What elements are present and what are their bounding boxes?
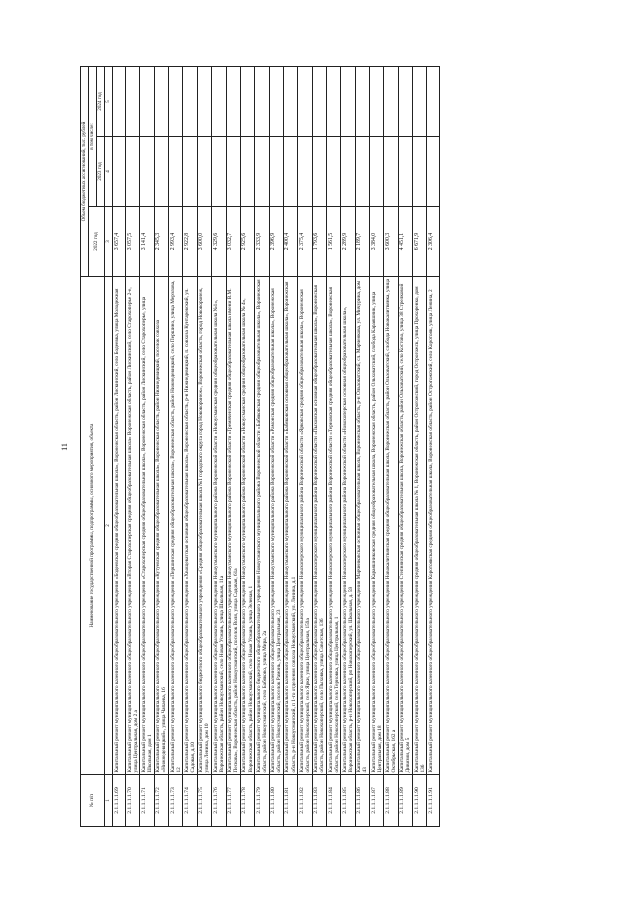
table-row	[197, 67, 211, 827]
table-row	[312, 67, 326, 827]
value-2024	[412, 67, 426, 137]
row-name: Капитальный ремонт муниципального казенного общеобразовательного учреждения Коротоякская средняя общеобразовательная школа, Воронежская область, район Острогожский, село Коротояк, улица Ленина, 2	[427, 277, 440, 775]
row-name: Капитальный ремонт муниципального казенного общеобразовательного учреждения Степнянская средняя общеобразовательная школа, Воронежская область, район Ольховатский, село Костово, улица 38 Стрелковой Дивизии, дом 5	[398, 277, 412, 775]
value-2022: 3 657,4	[113, 207, 126, 277]
table-row	[269, 67, 283, 827]
value-2024	[255, 67, 269, 137]
header-budget: Объем бюджетных ассигнований, тыс. рублей	[81, 67, 89, 277]
table-row	[369, 67, 383, 827]
table-body	[113, 67, 440, 827]
value-2022: 2 333,9	[255, 207, 269, 277]
value-2023	[312, 137, 326, 207]
value-2023	[255, 137, 269, 207]
value-2022: 6 671,9	[412, 207, 426, 277]
row-code: 2.1.1.1.1.82	[298, 775, 312, 827]
value-2022: 2 189,7	[355, 207, 369, 277]
value-2022: 2 993,4	[169, 207, 183, 277]
row-name: Капитальный ремонт муниципального казенного общеобразовательного учреждения «Хвощеватская основная общеобразовательная школа», Воронежская область, р-н Нижнедевицкий, п. совхоза Кунтаревский, ул. Садовая, д.10	[183, 277, 197, 775]
column-number: 2	[105, 277, 113, 775]
row-code: 2.1.1.1.1.80	[269, 775, 283, 827]
value-2023	[154, 137, 168, 207]
value-2024	[240, 67, 254, 137]
row-code: 2.1.1.1.1.75	[197, 775, 211, 827]
row-code: 2.1.1.1.1.90	[412, 775, 426, 827]
table-row	[355, 67, 369, 827]
row-name: Капитальный ремонт муниципального казенного общеобразовательного учреждения Новокалитвянская средняя общеобразовательная школа, Воронежская область, район Ольховатский, слобода Новокалитвянка, улица Октябрьская, 162 а	[384, 277, 398, 775]
table-row	[212, 67, 226, 827]
row-code: 2.1.1.1.1.73	[169, 775, 183, 827]
value-2022: 2 400,4	[283, 207, 297, 277]
value-2022: 2 925,6	[240, 207, 254, 277]
value-2022: 3 057,5	[126, 207, 140, 277]
column-number: 3	[105, 207, 113, 277]
value-2023	[369, 137, 383, 207]
value-2022: 3 600,3	[384, 207, 398, 277]
table-row	[326, 67, 340, 827]
value-2022: 3 141,4	[140, 207, 154, 277]
row-code: 2.1.1.1.1.79	[255, 775, 269, 827]
value-2024	[427, 67, 440, 137]
value-2024	[283, 67, 297, 137]
value-2024	[298, 67, 312, 137]
value-2022: 4 329,6	[212, 207, 226, 277]
value-2023	[283, 137, 297, 207]
value-2023	[226, 137, 240, 207]
header-year-2023: 2023 год	[97, 137, 105, 207]
row-code: 2.1.1.1.1.70	[126, 775, 140, 827]
value-2024	[369, 67, 383, 137]
value-2022: 2 375,4	[298, 207, 312, 277]
row-name: Капитальный ремонт муниципального казенного общеобразовательного учреждения «Вторая Старохоперская средняя общеобразовательная школа» Воронежская область, район Лискинский, село Старохоперье 2-е, улица Центральная, дом 2 а	[126, 277, 140, 775]
row-name: Капитальный ремонт муниципального казенного общеобразовательного учреждения Новоусманского муниципального района Воронежской области «Гремяченская средняя общеобразовательная школа имени В.М. Пескова», Воронежская область, район Новоусманский, поселок Воля, улица Садовая, 61а	[226, 277, 240, 775]
table-row	[398, 67, 412, 827]
table-row	[126, 67, 140, 827]
column-number: 1	[105, 775, 113, 827]
value-2023	[398, 137, 412, 207]
value-2024	[212, 67, 226, 137]
value-2024	[197, 67, 211, 137]
row-name: Капитальный ремонт муниципального казенного общеобразовательного учреждения Марченковская основная общеобразовательная школа, Воронежская область, р-н Ольховатский, сл. Марченкова, ул. Мичурина, дом 43	[355, 277, 369, 775]
value-2023	[269, 137, 283, 207]
value-2023	[384, 137, 398, 207]
row-code: 2.1.1.1.1.89	[398, 775, 412, 827]
value-2022: 4 451,1	[398, 207, 412, 277]
table-row	[240, 67, 254, 827]
value-2022: 1 561,5	[326, 207, 340, 277]
value-2024	[154, 67, 168, 137]
row-name: Капитальный ремонт муниципального казенного общеобразовательного учреждения средняя общеобразовательная школа № 1, Воронежская область, район Острогожский, город Острогожск, улица Прохоренко, дом 136	[412, 277, 426, 775]
value-2024	[126, 67, 140, 137]
value-2022: 2 306,4	[427, 207, 440, 277]
value-2022: 3 600,0	[197, 207, 211, 277]
value-2022: 2 396,9	[269, 207, 283, 277]
row-code: 2.1.1.1.1.78	[240, 775, 254, 827]
value-2023	[183, 137, 197, 207]
table-row	[113, 67, 126, 827]
row-name: Капитальный ремонт муниципального казенного общеобразовательного учреждения «Кутуевская средняя общеобразовательная школа», Воронежская область, район Нижнедевицкий, поселок совхоза «Нижнедевицкий», улица Чапаева, 16	[154, 277, 168, 775]
value-2023	[197, 137, 211, 207]
value-2024	[312, 67, 326, 137]
value-2023	[126, 137, 140, 207]
row-name: Капитальный ремонт муниципального казенного общеобразовательного учреждения Новохоперского муниципального района Воронежской области «Ярковская средняя общеобразовательная школа», Воронежская область, район Новохоперский, село Ярки, улица Центральная, 159а	[298, 277, 312, 775]
value-2022: 3 032,7	[226, 207, 240, 277]
row-code: 2.1.1.1.1.85	[341, 775, 355, 827]
value-2023	[341, 137, 355, 207]
value-2022: 2 289,9	[341, 207, 355, 277]
row-name: Капитальный ремонт муниципального казенного общеобразовательного учреждения «Першинская средняя общеобразовательная школа», Воронежская область, район Нижнедевицкий, село Першино, улица Мерзлова, 12	[169, 277, 183, 775]
row-code: 2.1.1.1.1.71	[140, 775, 154, 827]
value-2022: 2 922,8	[183, 207, 197, 277]
value-2022: 2 345,3	[154, 207, 168, 277]
row-name: Капитальный ремонт муниципального казенного общеобразовательного учреждения Караяшниковская средняя общеобразовательная школа, Воронежская область, район Ольховатский, слобода Караяшник, улица Центральная, дом 18	[369, 277, 383, 775]
value-2024	[183, 67, 197, 137]
row-name: Капитальный ремонт муниципального бюджетного общеобразовательного учреждения «Средняя общеобразовательная школа №1 городского округа город Нововоронеж», Воронежская область, город Нововоронеж, улица Ленина, дом 10	[197, 277, 211, 775]
value-2024	[398, 67, 412, 137]
table-row	[341, 67, 355, 827]
value-2022: 3 384,0	[369, 207, 383, 277]
row-name: Капитальный ремонт муниципального казенного общеобразовательного учреждения Новоусманского муниципального района Воронежской области «Новоусманская средняя общеобразовательная школа № 4», Воронежская область, район Новоусманский, село Новая Усмань, улица Зеленая, 1	[240, 277, 254, 775]
value-2022: 1 793,6	[312, 207, 326, 277]
value-2023	[355, 137, 369, 207]
row-name: Капитальный ремонт муниципального казенного общеобразовательного учреждения «Бодеевская средняя общеобразовательная школа», Воронежская область, район Лискинский, село Бодеевка, улица Молодежная	[113, 277, 126, 775]
value-2023	[212, 137, 226, 207]
value-2023	[326, 137, 340, 207]
value-2024	[113, 67, 126, 137]
row-name: Капитальный ремонт муниципального казенного общеобразовательного учреждения Новохоперского муниципального района Воронежской области «Пыховская основная общеобразовательная школа», Воронежская область, район Новохоперский, село Пыховка, улица Советская, 136	[312, 277, 326, 775]
value-2024	[226, 67, 240, 137]
row-code: 2.1.1.1.1.84	[326, 775, 340, 827]
row-name: Капитальный ремонт муниципального бюджетного общеобразовательного учреждения Новоусманского муниципального района Воронежской области «Бабяковская средняя общеобразовательная школа», Воронежская область, район Новоусманский, село Бабяково, улица Мира, 2а	[255, 277, 269, 775]
row-code: 2.1.1.1.1.86	[355, 775, 369, 827]
table-row	[255, 67, 269, 827]
row-name: Капитальный ремонт муниципального казенного общеобразовательного учреждения Новохоперского муниципального района Воронежской области «Новохоперская основная общеобразовательная школа», Воронежская область, р-н Новохоперский, рп Новохоперский, ул. Школьная, д. 59	[341, 277, 355, 775]
header-row	[81, 67, 89, 827]
row-name: Капитальный ремонт муниципального казенного общеобразовательного учреждения Новохоперского муниципального района Воронежской области «Терновская средняя общеобразовательная школа», Воронежская область, район Новохоперский, село Терновка, улица Центральная, 1	[326, 277, 340, 775]
value-2023	[412, 137, 426, 207]
row-code: 2.1.1.1.1.91	[427, 775, 440, 827]
header-year-2024: 2024 год	[97, 67, 105, 137]
header-num: № п/п	[81, 775, 105, 827]
row-code: 2.1.1.1.1.76	[212, 775, 226, 827]
table-row	[283, 67, 297, 827]
row-code: 2.1.1.1.1.87	[369, 775, 383, 827]
table-row	[427, 67, 440, 827]
header-name: Наименование государственной программы, подпрограммы, основного мероприятия, объекта	[81, 277, 105, 775]
table-row	[226, 67, 240, 827]
page-number: 11	[60, 443, 69, 451]
value-2023	[140, 137, 154, 207]
value-2023	[427, 137, 440, 207]
column-number: 4	[105, 137, 113, 207]
rotated-content	[60, 67, 632, 827]
table-row	[412, 67, 426, 827]
row-name: Капитальный ремонт муниципального казенного общеобразовательного учреждения «Старохоперская средняя общеобразовательная школа», Воронежская область, район Лискинский, село Старохоперье, улица Школьная, дом 1	[140, 277, 154, 775]
value-2024	[169, 67, 183, 137]
table-row	[169, 67, 183, 827]
row-name: Капитальный ремонт муниципального казенного общеобразовательного учреждения Новоусманского муниципального района Воронежской области «Новоусманская средняя общеобразовательная школа №1», Воронежская область, район Новоусманский, село Новая Усмань, улица Школьная, 11а	[212, 277, 226, 775]
header-year-2022: 2022 год	[89, 207, 105, 277]
row-code: 2.1.1.1.1.69	[113, 775, 126, 827]
table-row	[298, 67, 312, 827]
value-2023	[113, 137, 126, 207]
value-2024	[326, 67, 340, 137]
header-including: в том числе:	[89, 67, 97, 207]
row-code: 2.1.1.1.1.81	[283, 775, 297, 827]
budget-table	[80, 66, 440, 827]
table-row	[384, 67, 398, 827]
value-2024	[384, 67, 398, 137]
value-2024	[140, 67, 154, 137]
row-code: 2.1.1.1.1.72	[154, 775, 168, 827]
row-name: Капитальный ремонт муниципального казенного общеобразовательного учреждения Новоусманского муниципального района Воронежской области «Бабяковская основная общеобразовательная школа», Воронежская область, р-н Новоусманский, п 1-го отделения совхоза Новоусманский, ул. Ленина, д.1	[283, 277, 297, 775]
value-2024	[341, 67, 355, 137]
value-2023	[169, 137, 183, 207]
value-2024	[355, 67, 369, 137]
column-number-row	[105, 67, 113, 827]
row-code: 2.1.1.1.1.88	[384, 775, 398, 827]
row-name: Капитальный ремонт муниципального казенного общеобразовательного учреждения Новоусманского муниципального района Воронежской области «Рамонская средняя общеобразовательная школа», Воронежская область, район Новоусманский, поселок Рамонь, улица Центральная, 23	[269, 277, 283, 775]
value-2023	[298, 137, 312, 207]
column-number: 5	[105, 67, 113, 137]
value-2023	[240, 137, 254, 207]
table-row	[183, 67, 197, 827]
row-code: 2.1.1.1.1.83	[312, 775, 326, 827]
table-row	[140, 67, 154, 827]
row-code: 2.1.1.1.1.74	[183, 775, 197, 827]
value-2024	[269, 67, 283, 137]
table-row	[154, 67, 168, 827]
row-code: 2.1.1.1.1.77	[226, 775, 240, 827]
